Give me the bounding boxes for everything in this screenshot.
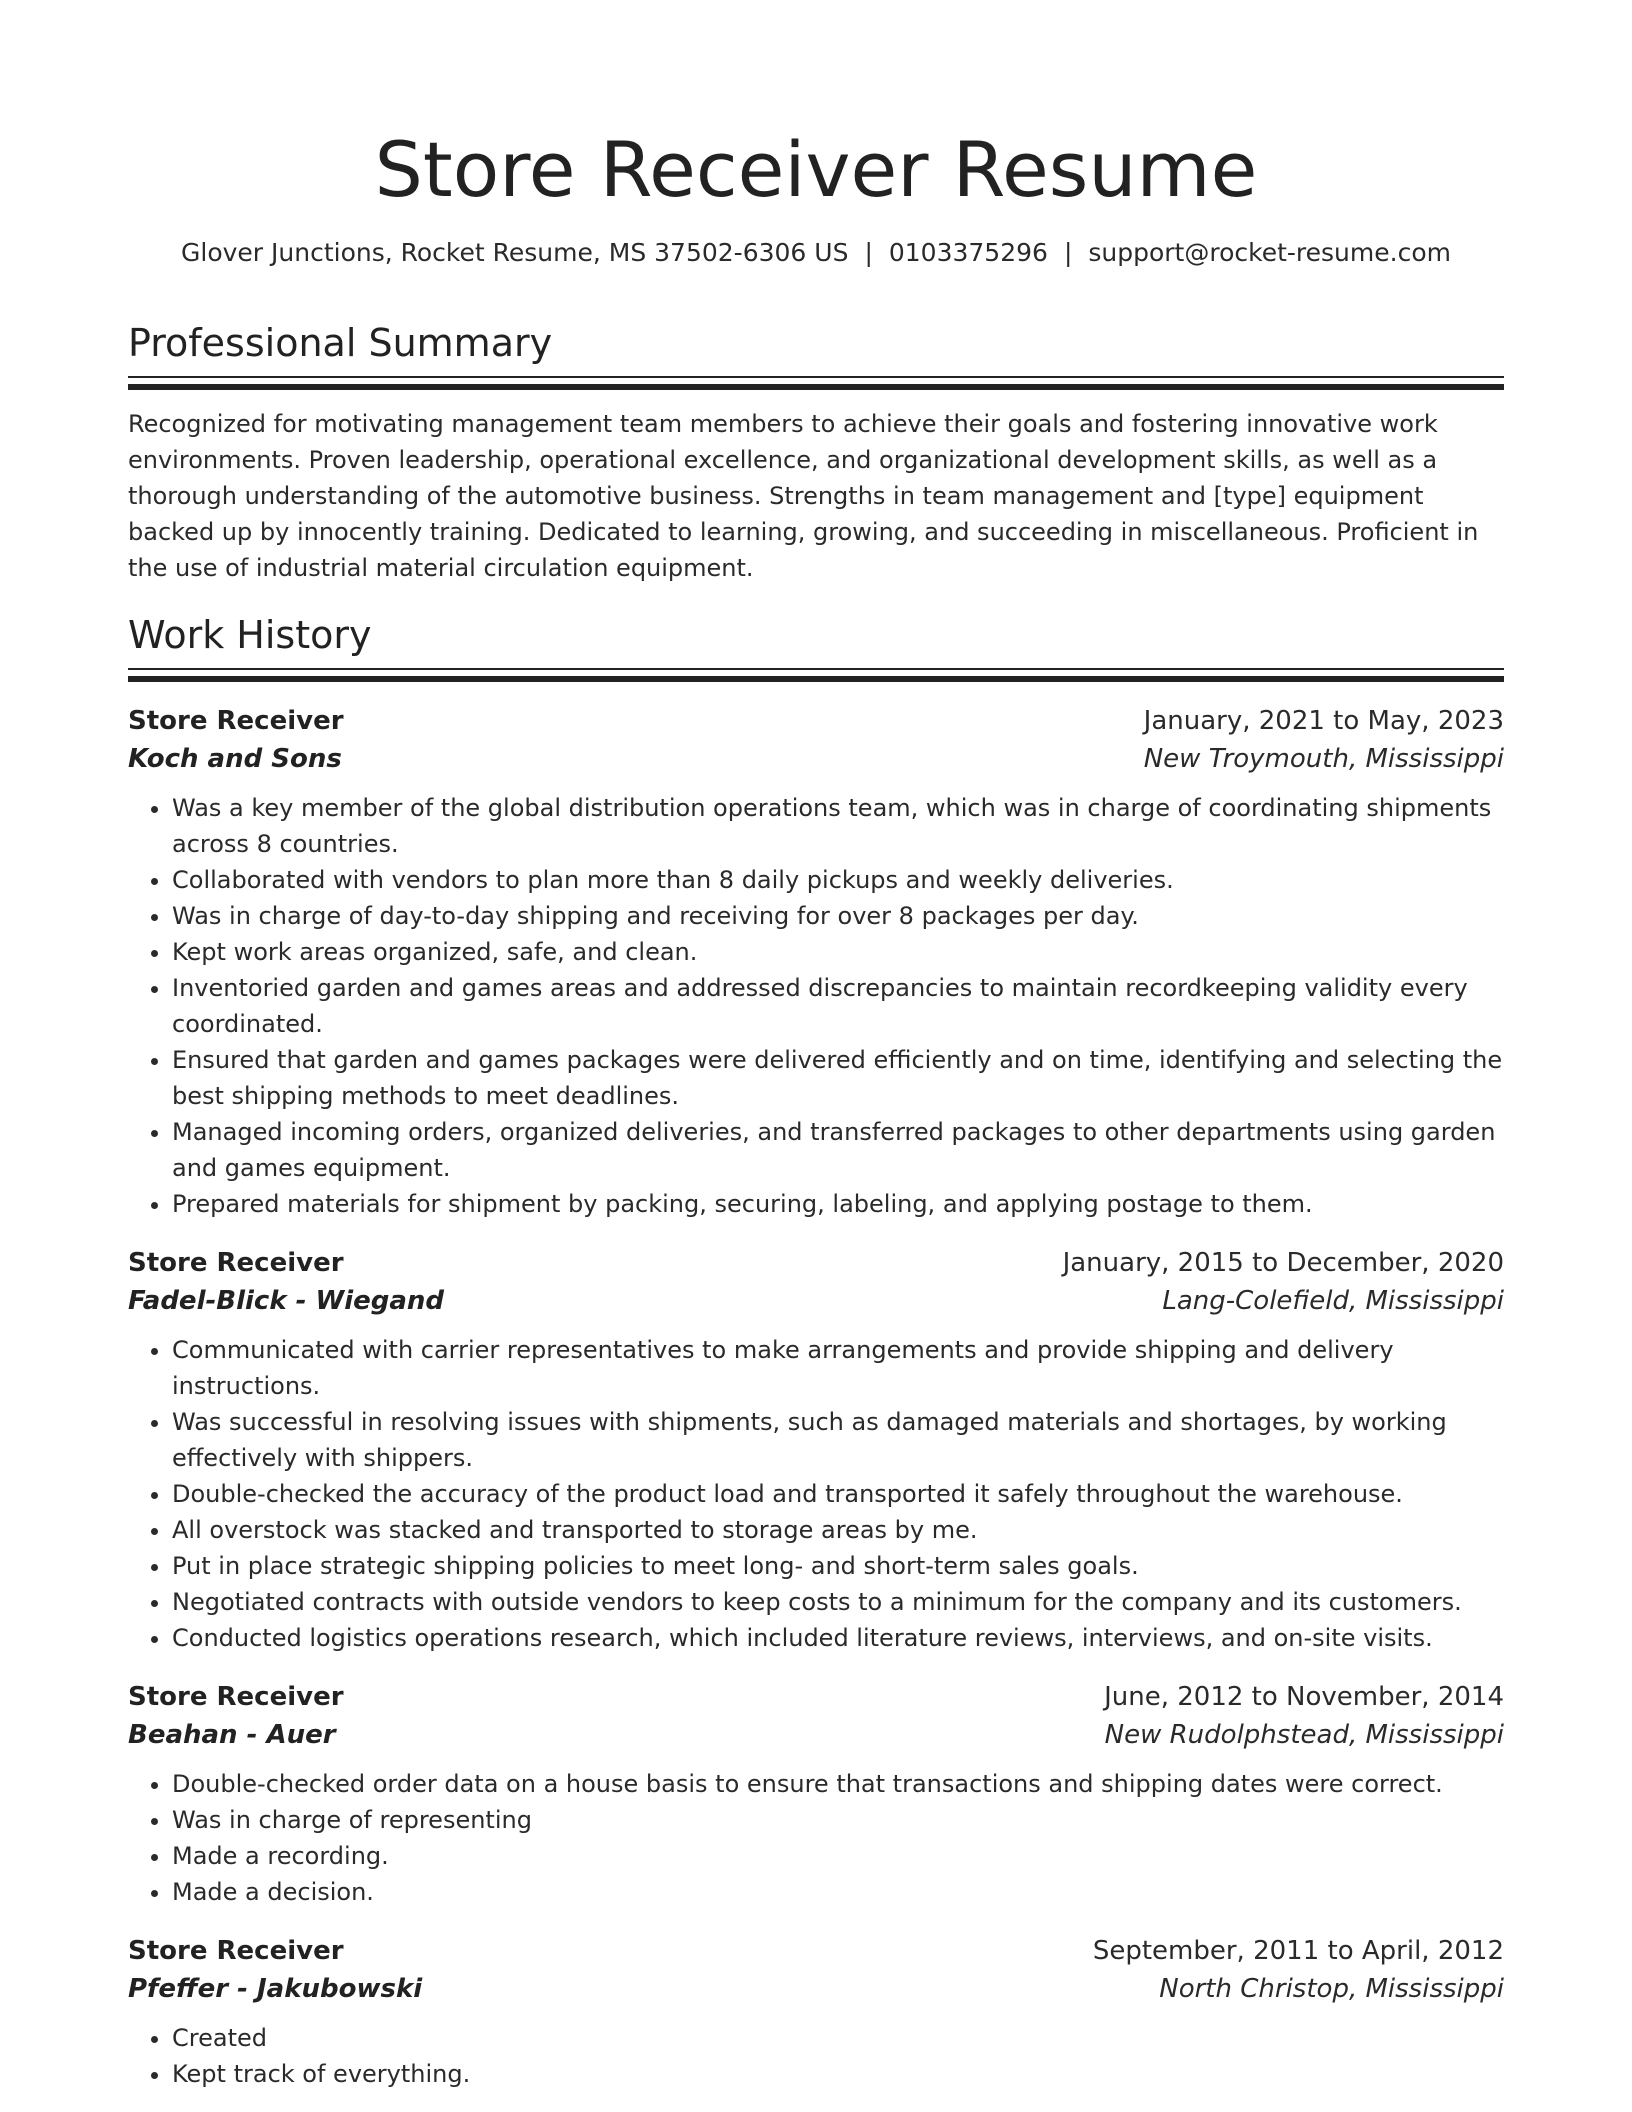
job-bullet: • Managed incoming orders, organized deliveries, and transferred packages to other departments using garden and games equipment. [172,1114,1504,1186]
job-bullet: • Conducted logistics operations research, which included literature reviews, interviews, and on-site visits. [172,1620,1504,1656]
job-title: Store Receiver [128,1682,344,1712]
job-entry [128,1678,1504,1910]
job-location: Lang-Colefield, Mississippi [1162,1286,1504,1316]
work-history-section [128,610,1504,2092]
job-company-row [128,1282,1504,1320]
job-title: Store Receiver [128,706,344,736]
job-bullet: • Double-checked the accuracy of the product load and transported it safely throughout the warehouse. [172,1476,1504,1512]
contact-address: Glover Junctions, Rocket Resume, MS 37502-6306 US [181,238,849,267]
contact-phone: 0103375296 [888,238,1048,267]
resume-page [128,0,1504,2092]
job-bullet: • Created [172,2020,1504,2056]
job-dates: June, 2012 to November, 2014 [1104,1682,1504,1712]
resume-title: Store Receiver Resume [374,125,1258,214]
contact-separator: | [864,238,873,267]
job-bullet: • Double-checked order data on a house basis to ensure that transactions and shipping dates were correct. [172,1766,1504,1802]
job-bullet: • Put in place strategic shipping policies to meet long- and short-term sales goals. [172,1548,1504,1584]
job-bullet: • Was in charge of day-to-day shipping and receiving for over 8 packages per day. [172,898,1504,934]
contact-separator: | [1063,238,1073,267]
job-location: North Christop, Mississippi [1159,1974,1504,2004]
job-title: Store Receiver [128,1248,344,1278]
contact-line [128,236,1504,270]
job-bullet: • Kept track of everything. [172,2056,1504,2092]
section-divider [128,668,1504,682]
job-header-row [128,1678,1504,1716]
contact-email: support@rocket-resume.com [1088,238,1451,267]
job-title: Store Receiver [128,1936,344,1966]
job-list [128,702,1504,2092]
job-bullet: • Ensured that garden and games packages were delivered efficiently and on time, identifying and selecting the best shipping methods to meet deadlines. [172,1042,1504,1114]
job-entry [128,1932,1504,2092]
job-bullet: • Kept work areas organized, safe, and clean. [172,934,1504,970]
summary-text: Recognized for motivating management team members to achieve their goals and fostering innovative work environments. Proven leadership, operational excellence, and organizational development skills, as well as a thorough understanding of the automotive business. Strengths in team management and [type] equipment backed up by innocently training. Dedicated to learning, growing, and succeeding in miscellaneous. Proficient in the use of industrial material circulation equipment. [128,410,1479,582]
job-entry [128,702,1504,1222]
job-location: New Troymouth, Mississippi [1143,744,1504,774]
summary-section [128,318,1504,586]
job-bullet: • Was successful in resolving issues with shipments, such as damaged materials and shortages, by working effectively with shippers. [172,1404,1504,1476]
job-bullet: • Was a key member of the global distribution operations team, which was in charge of coordinating shipments across 8 countries. [172,790,1504,862]
job-dates: January, 2021 to May, 2023 [1143,706,1504,736]
job-bullet: • All overstock was stacked and transported to storage areas by me. [172,1512,1504,1548]
section-divider [128,376,1504,390]
job-bullet: • Prepared materials for shipment by packing, securing, labeling, and applying postage to them. [172,1186,1504,1222]
job-bullet: • Was in charge of representing [172,1802,1504,1838]
job-dates: September, 2011 to April, 2012 [1092,1936,1504,1966]
job-bullet: • Made a decision. [172,1874,1504,1910]
job-company-row [128,1716,1504,1754]
job-bullet: • Communicated with carrier representatives to make arrangements and provide shipping and delivery instructions. [172,1332,1504,1404]
work-history-heading: Work History [128,613,372,657]
job-header-row [128,1932,1504,1970]
job-bullet-list [128,1766,1504,1910]
job-header-row [128,1244,1504,1282]
job-bullet: • Made a recording. [172,1838,1504,1874]
job-bullet-list [128,2020,1504,2092]
job-company-row [128,740,1504,778]
job-company: Fadel-Blick - Wiegand [128,1286,445,1316]
job-bullet: • Negotiated contracts with outside vendors to keep costs to a minimum for the company and its customers. [172,1584,1504,1620]
job-bullet-list [128,790,1504,1222]
job-company: Beahan - Auer [128,1720,336,1750]
job-bullet: • Inventoried garden and games areas and addressed discrepancies to maintain recordkeeping validity every coordinated. [172,970,1504,1042]
job-company: Pfeffer - Jakubowski [128,1974,423,2004]
job-header-row [128,702,1504,740]
job-company-row [128,1970,1504,2008]
job-bullet: • Collaborated with vendors to plan more than 8 daily pickups and weekly deliveries. [172,862,1504,898]
job-bullet-list [128,1332,1504,1656]
job-entry [128,1244,1504,1656]
job-company: Koch and Sons [128,744,342,774]
job-dates: January, 2015 to December, 2020 [1062,1248,1504,1278]
summary-heading: Professional Summary [128,321,553,365]
job-location: New Rudolphstead, Mississippi [1104,1720,1504,1750]
